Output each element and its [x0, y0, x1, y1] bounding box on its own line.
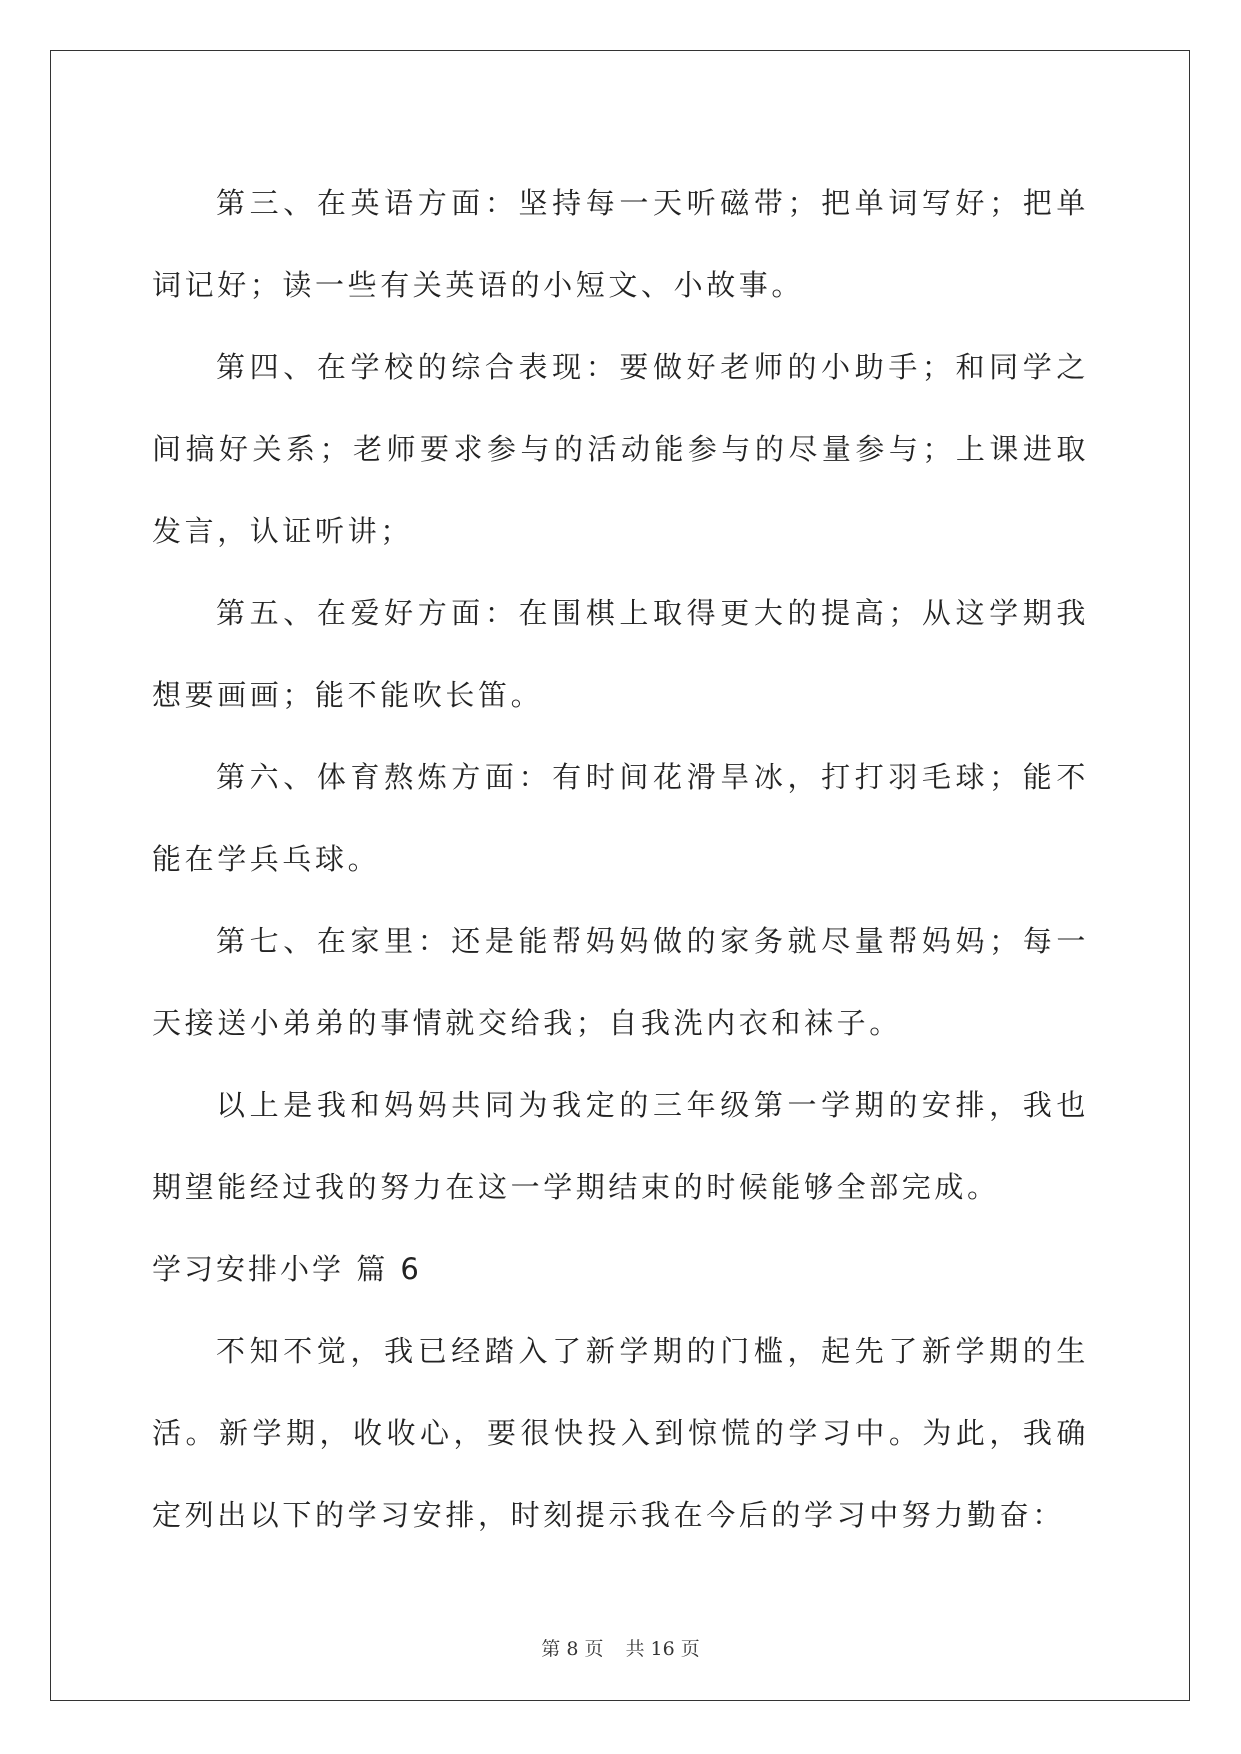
page-total: 共 16 页 [625, 1638, 700, 1660]
paragraph-new-term: 不知不觉，我已经踏入了新学期的门槛，起先了新学期的生活。新学期，收收心，要很快投入到惊慌的学习中。为此，我确定列出以下的学习安排，时刻提示我在今后的学习中努力勤奋： [152, 1334, 1089, 1532]
paragraph-english: 第三、在英语方面：坚持每一天听磁带；把单词写好；把单词记好；读一些有关英语的小短文、小故事。 [152, 186, 1089, 302]
paragraph-school: 第四、在学校的综合表现：要做好老师的小助手；和同学之间搞好关系；老师要求参与的活动能参与的尽量参与；上课进取发言，认证听讲； [152, 350, 1089, 548]
page-footer [0, 1634, 1241, 1661]
paragraph-home: 第七、在家里：还是能帮妈妈做的家务就尽量帮妈妈；每一天接送小弟弟的事情就交给我；自我洗内衣和袜子。 [152, 924, 1089, 1040]
document-body [152, 162, 1089, 1556]
paragraph-summary: 以上是我和妈妈共同为我定的三年级第一学期的安排，我也期望能经过我的努力在这一学期结束的时候能够全部完成。 [152, 1088, 1089, 1204]
paragraph-hobby: 第五、在爱好方面：在围棋上取得更大的提高；从这学期我想要画画；能不能吹长笛。 [152, 596, 1089, 712]
page-number: 第 8 页 [541, 1638, 604, 1660]
section-heading: 学习安排小学 篇 6 [152, 1252, 422, 1286]
paragraph-sports: 第六、体育熬炼方面：有时间花滑旱冰，打打羽毛球；能不能在学兵乓球。 [152, 760, 1089, 876]
